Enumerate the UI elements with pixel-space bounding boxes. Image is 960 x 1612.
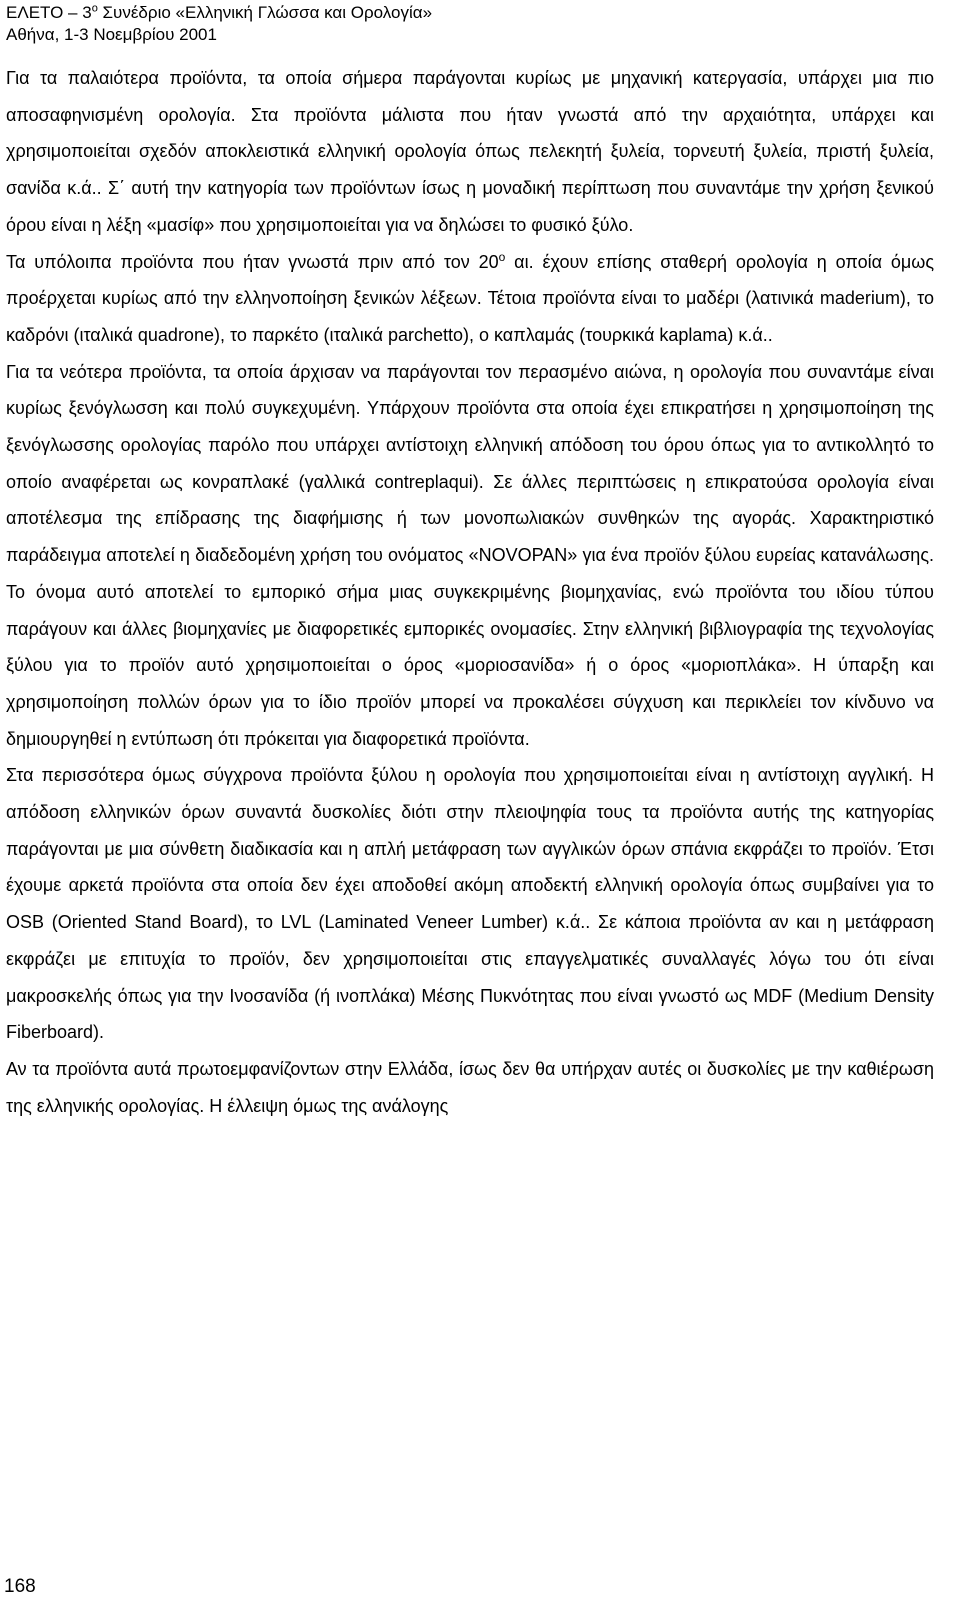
running-header bbox=[6, 2, 432, 46]
paragraph-2 bbox=[6, 244, 934, 354]
paragraph-5: Αν τα προϊόντα αυτά πρωτοεμφανίζοντων στην Ελλάδα, ίσως δεν θα υπήρχαν αυτές οι δυσκολίες με την καθιέρωση της ελληνικής ορολογίας. Η έλλειψη όμως της ανάλογης bbox=[6, 1058, 934, 1116]
header-conference-prefix: ΕΛΕΤΟ – 3 bbox=[6, 3, 92, 22]
paragraph-3: Για τα νεότερα προϊόντα, τα οποία άρχισαν να παράγονται τον περασμένο αιώνα, η ορολογία που συναντάμε είναι κυρίως ξενόγλωσση και πολύ συγκεχυμένη. Υπάρχουν προϊόντα στα οποία έχει επικρατήσει η χρησιμοποίηση της ξενόγλωσσης ορολογίας παρόλο που υπάρχει αντίστοιχη ελληνική απόδοση του όρου όπως για το αντικολλητό το οποίο αναφέρεται ως κονραπλακέ (γαλλικά contreplaqui). Σε άλλες περιπτώσεις η επικρατούσα ορολογία είναι αποτέλεσμα της επίδρασης της διαφήμισης ή των μονοπωλιακών συνθηκών της αγοράς. Χαρακτηριστικό παράδειγμα αποτελεί η διαδεδομένη χρήση του ονόματος «NOVOPAN» για ένα προϊόν ξύλου ευρείας κατανάλωσης. Το όνομα αυτό αποτελεί το εμπορικό σήμα μιας συγκεκριμένης βιομηχανίας, ενώ προϊόντα του ιδίου τύπου παράγουν και άλλες βιομηχανίες με διαφορετικές εμπορικές ονομασίες. Στην ελληνική βιβλιογραφία της τεχνολογίας ξύλου για το προϊόν αυτό χρησιμοποιείται ο όρος «μοριοσανίδα» ή ο όρος «μοριοπλάκα». Η ύπαρξη και χρησιμοποίηση πολλών όρων για το ίδιο προϊόν μπορεί να προκαλέσει σύγχυση και περικλείει τον κίνδυνο να δημιουργηθεί η εντύπωση ότι πρόκειται για διαφορετικά προϊόντα. bbox=[6, 361, 934, 749]
paragraph-2-start: Τα υπόλοιπα προϊόντα που ήταν γνωστά πριν από τον 20 bbox=[6, 251, 499, 272]
header-conference-line bbox=[6, 2, 432, 24]
century-ordinal-superscript: ο bbox=[498, 249, 506, 264]
paragraph-1: Για τα παλαιότερα προϊόντα, τα οποία σήμερα παράγονται κυρίως με μηχανική κατεργασία, υπάρχει μια πιο αποσαφηνισμένη ορολογία. Στα προϊόντα μάλιστα που ήταν γνωστά από την αρχαιότητα, υπάρχει και χρησιμοποιείται σχεδόν αποκλειστικά ελληνική ορολογία όπως πελεκητή ξυλεία, τορνευτή ξυλεία, πριστή ξυλεία, σανίδα κ.ά.. Σ΄ αυτή την κατηγορία των προϊόντων ίσως η μοναδική περίπτωση που συναντάμε την χρήση ξενικού όρου είναι η λέξη «μασίφ» που χρησιμοποιείται για να δηλώσει το φυσικό ξύλο. bbox=[6, 68, 934, 235]
page-number: 168 bbox=[4, 1576, 36, 1597]
header-conference-title: Συνέδριο «Ελληνική Γλώσσα και Ορολογία» bbox=[97, 3, 433, 22]
header-ordinal-superscript: ο bbox=[91, 2, 98, 15]
header-date-line: Αθήνα, 1-3 Νοεμβρίου 2001 bbox=[6, 25, 217, 44]
paragraph-2-rest: αι. έχουν επίσης σταθερή ορολογία η οποία όμως προέρχεται κυρίως από την ελληνοποίηση ξενικών λέξεων. Τέτοια προϊόντα είναι το μαδέρι (λατινικά maderium), το καδρόνι (ιταλικά quadrone), το παρκέτο (ιταλικά parchetto), ο καπλαμάς (τουρκικά kaplama) κ.ά.. bbox=[6, 251, 934, 345]
document-body bbox=[6, 60, 934, 1124]
paragraph-4: Στα περισσότερα όμως σύγχρονα προϊόντα ξύλου η ορολογία που χρησιμοποιείται είναι η αντίστοιχη αγγλική. Η απόδοση ελληνικών όρων συναντά δυσκολίες διότι στην πλειοψηφία τους τα προϊόντα αυτής της κατηγορίας παράγονται με μια σύνθετη διαδικασία και η απλή μετάφραση των αγγλικών όρων σπάνια εκφράζει το προϊόν. Έτσι έχουμε αρκετά προϊόντα στα οποία δεν έχει αποδοθεί ακόμη αποδεκτή ελληνική ορολογία όπως συμβαίνει για το OSB (Oriented Stand Board), το LVL (Laminated Veneer Lumber) κ.ά.. Σε κάποια προϊόντα αν και η μετάφραση εκφράζει με επιτυχία το προϊόν, δεν χρησιμοποιείται στις επαγγελματικές συναλλαγές λόγω του ότι είναι μακροσκελής όπως για την Ινοσανίδα (ή ινοπλάκα) Μέσης Πυκνότητας που είναι γνωστό ως MDF (Medium Density Fiberboard). bbox=[6, 765, 934, 1043]
